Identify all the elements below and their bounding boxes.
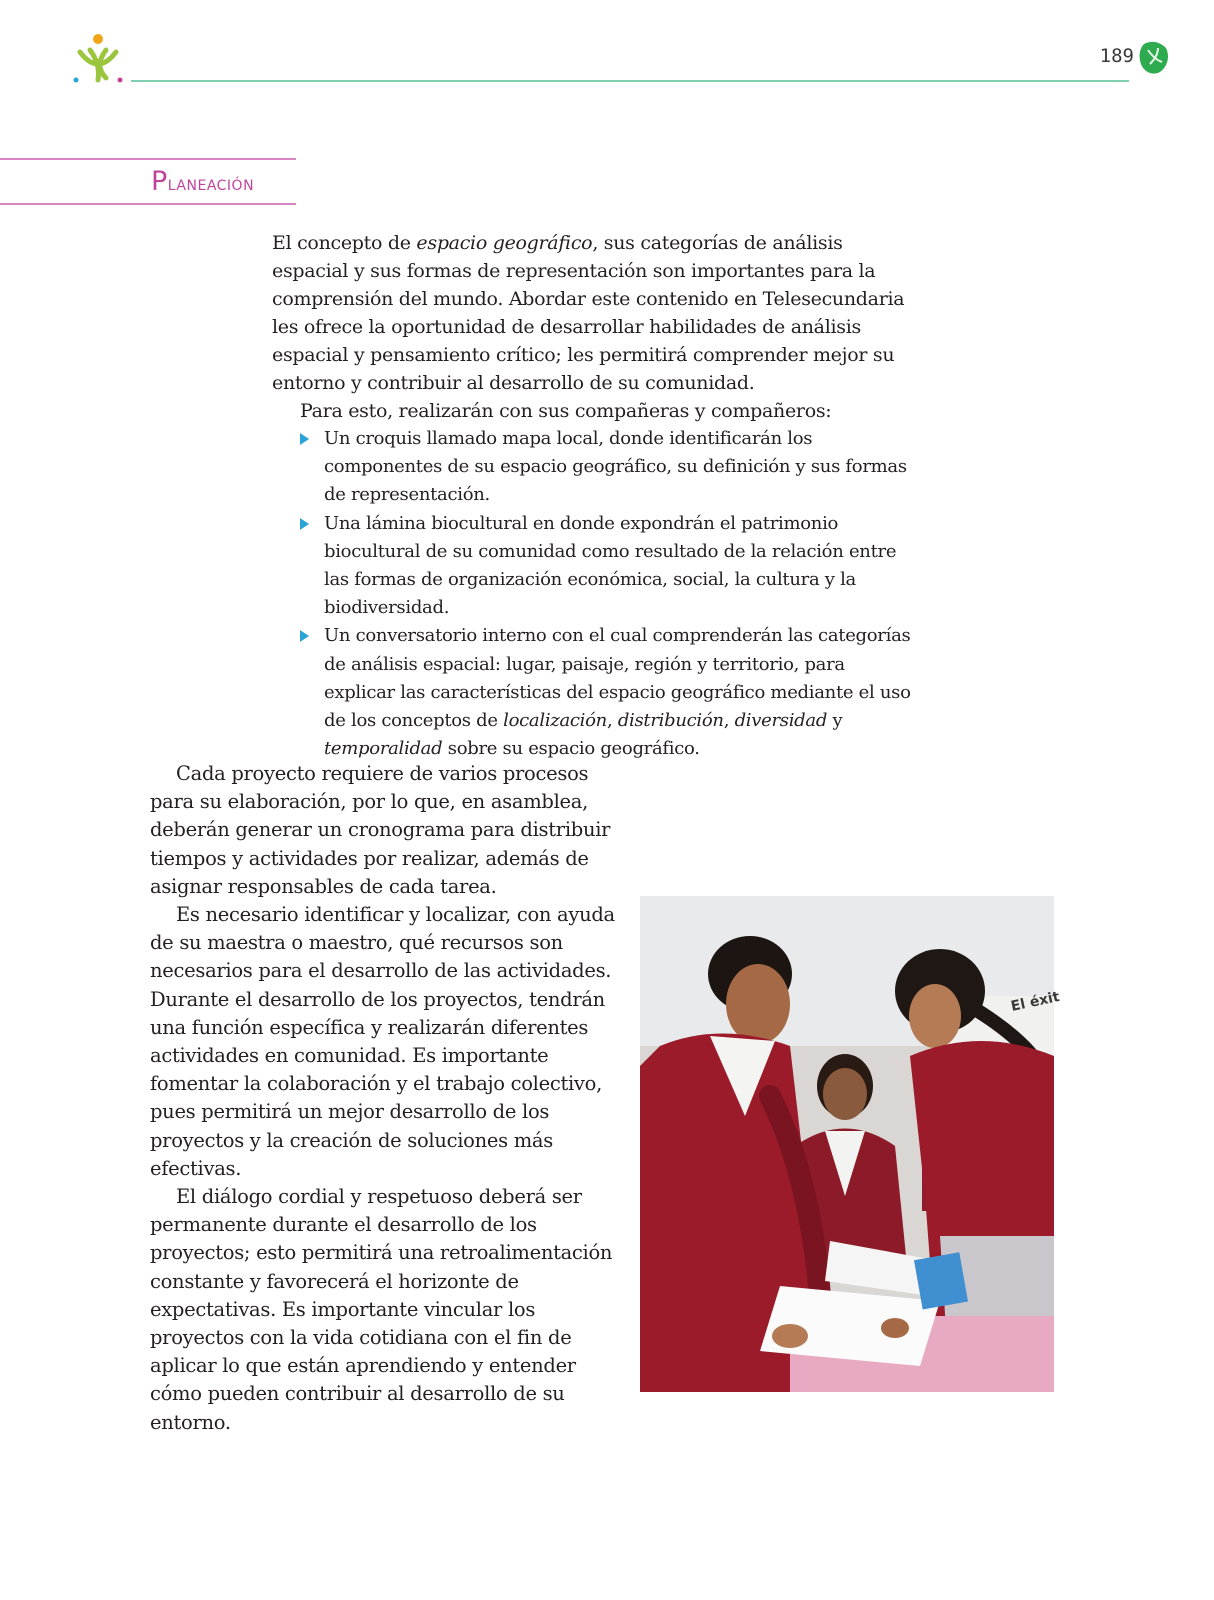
list-item-text: ,: [723, 710, 735, 732]
section-title-rest: laneación: [167, 171, 255, 195]
body-column: [150, 760, 620, 1437]
section-rule-top: [0, 158, 296, 160]
section-title: [151, 166, 297, 197]
section-title-initial: P: [151, 166, 168, 197]
intro-lead-in: Para esto, realizarán con sus compañeras y compañeros:: [300, 400, 832, 422]
classroom-sign-text: El éxit: [1009, 989, 1062, 1015]
body-paragraph: Cada proyecto requiere de varios procesos para su elaboración, por lo que, en asamblea, deberán generar un cronograma para distribuir tiempos y actividades por realizar, además de asignar responsables de cada tarea.: [150, 762, 611, 898]
list-item-text: y: [827, 710, 843, 732]
concept-term: diversidad: [734, 710, 828, 732]
program-logo-icon: [70, 30, 126, 86]
list-item-text: Una lámina biocultural en donde expondrán el patrimonio biocultural de su comunidad como resultado de la relación entre las formas de organización económica, social, la cultura y la biodiversidad.: [324, 512, 897, 619]
list-item: [300, 425, 912, 510]
students-photo: [640, 896, 1062, 1392]
header-rule: [131, 80, 1129, 82]
list-item-text: Un croquis llamado mapa local, donde identificarán los componentes de su espacio geográfico, su definición y sus formas de representación.: [324, 428, 907, 506]
bullet-triangle-icon: [300, 518, 309, 530]
list-item: [300, 622, 912, 763]
body-paragraph: Es necesario identificar y localizar, con ayuda de su maestra o maestro, qué recursos son necesarios para el desarrollo de las actividades. Durante el desarrollo de los proyectos, tendrán una función específica y realizarán diferentes actividades en comunidad. Es importante fomentar la colaboración y el trabajo colectivo, pues permitirá un mejor desarrollo de los proyectos y la creación de soluciones más efectivas.: [150, 903, 615, 1180]
intro-block: [272, 229, 912, 763]
list-item-text: sobre su espacio geográfico.: [442, 738, 700, 760]
intro-emphasis: espacio geográfico: [416, 232, 593, 254]
page-number: 189: [1099, 45, 1134, 67]
intro-paragraph: [272, 229, 912, 397]
list-item: [300, 510, 912, 623]
body-paragraph: El diálogo cordial y respetuoso deberá ser permanente durante el desarrollo de los proyectos; esto permitirá una retroalimentación constante y favorecerá el horizonte de expectativas. Es importante vincular los proyectos con la vida cotidiana con el fin de aplicar lo que están aprendiendo y entender cómo pueden contribuir al desarrollo de su entorno.: [150, 1185, 613, 1434]
intro-text: El concepto de: [272, 232, 417, 254]
leaf-cluster-icon: [1138, 40, 1170, 76]
bullet-triangle-icon: [300, 433, 309, 445]
concept-term: distribución: [617, 710, 724, 732]
deliverables-list: [272, 425, 912, 763]
intro-text: , sus categorías de análisis espacial y sus formas de representación son importantes para la comprensión del mundo. Abordar este contenido en Telesecundaria les ofrece la oportunidad de desarrollar habilidades de análisis espacial y pensamiento crítico; les permitirá comprender mejor su entorno y contribuir al desarrollo de su comunidad.: [272, 232, 905, 394]
concept-term: temporalidad: [324, 738, 443, 760]
bullet-triangle-icon: [300, 630, 309, 642]
list-item-text: ,: [606, 710, 618, 732]
section-rule-bottom: [0, 203, 296, 205]
list-item-text: Un conversatorio interno con el cual comprenderán las categorías de análisis espacial: lugar, paisaje, región y territorio, para explicar las características del espacio geográfico mediante el uso de los conceptos de: [324, 625, 911, 732]
concept-term: localización: [503, 710, 607, 732]
students-illustration: [640, 896, 1062, 1392]
